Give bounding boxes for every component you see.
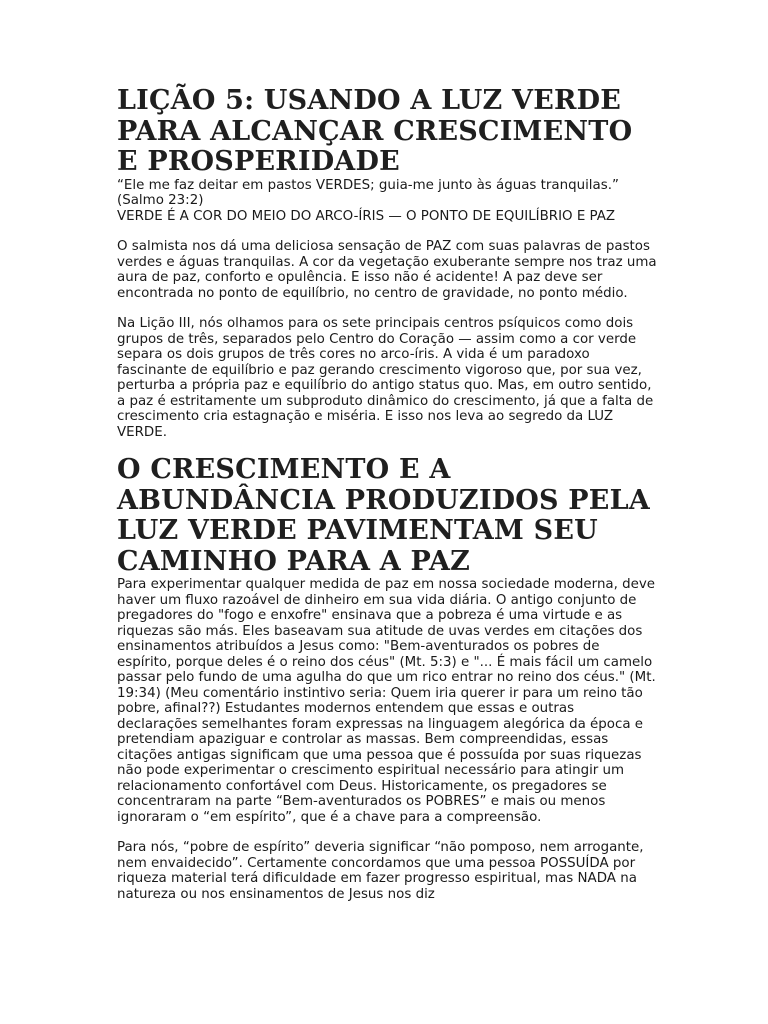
lesson-title: LIÇÃO 5: USANDO A LUZ VERDE PARA ALCANÇAR CRESCIMENTO E PROSPERIDADE [117, 85, 633, 177]
document-page [117, 86, 657, 917]
lesson-subtitle: VERDE É A COR DO MEIO DO ARCO-ÍRIS — O PONTO DE EQUILÍBRIO E PAZ [117, 208, 616, 224]
section-paragraph: Para nós, “pobre de espírito” deveria significar “não pomposo, nem arrogante, nem envaidecido”. Certamente concordamos que uma pessoa POSSUÍDA por riqueza material terá dificuldade em fazer progresso espiritual, mas NADA na natureza ou nos ensinamentos de Jesus nos diz [117, 840, 644, 902]
section-heading: O CRESCIMENTO E A ABUNDÂNCIA PRODUZIDOS PELA LUZ VERDE PAVIMENTAM SEU CAMINHO PARA A PAZ [117, 454, 650, 577]
body-paragraph: O salmista nos dá uma deliciosa sensação de PAZ com suas palavras de pastos verdes e águas tranquilas. A cor da vegetação exuberante sempre nos traz uma aura de paz, conforto e opulência. E isso não é acidente! A paz deve ser encontrada no ponto de equilíbrio, no centro de gravidade, no ponto médio. [117, 239, 657, 301]
section-paragraph: Para experimentar qualquer medida de paz em nossa sociedade moderna, deve haver um fluxo razoável de dinheiro em sua vida diária. O antigo conjunto de pregadores do "fogo e enxofre" ensinava que a pobreza é uma virtude e as riquezas são más. Eles baseavam sua atitude de uvas verdes em citações dos ensinamentos atribuídos a Jesus como: "Bem-aventurados os pobres de espírito, porque deles é o reino dos céus" (Mt. 5:3) e "... É mais fácil um camelo passar pelo fundo de uma agulha do que um rico entrar no reino dos céus." (Mt. 19:34) (Meu comentário instintivo seria: Quem iria querer ir para um reino tão pobre, afinal??) Estudantes modernos entendem que essas e outras declarações semelhantes foram expressas na linguagem alegórica da época e pretendiam apaziguar e controlar as massas. Bem compreendidas, essas citações antigas significam que uma pessoa que é possuída por suas riquezas não pode experimentar o crescimento espiritual necessário para atingir um relacionamento confortável com Deus. Historicamente, os pregadores se concentraram na parte “Bem-aventurados os POBRES” e mais ou menos ignoraram o “em espírito”, que é a chave para a compreensão. [117, 577, 656, 825]
body-paragraph: Na Lição III, nós olhamos para os sete principais centros psíquicos como dois grupos de três, separados pelo Centro do Coração — assim como a cor verde separa os dois grupos de três cores no arco-íris. A vida é um paradoxo fascinante de equilíbrio e paz gerando crescimento vigoroso que, por sua vez, perturba a própria paz e equilíbrio do antigo status quo. Mas, em outro sentido, a paz é estritamente um subproduto dinâmico do crescimento, já que a falta de crescimento cria estagnação e miséria. E isso nos leva ao segredo da LUZ VERDE. [117, 316, 654, 440]
epigraph: “Ele me faz deitar em pastos VERDES; guia-me junto às águas tranquilas.” (Salmo 23:2) [117, 177, 619, 208]
